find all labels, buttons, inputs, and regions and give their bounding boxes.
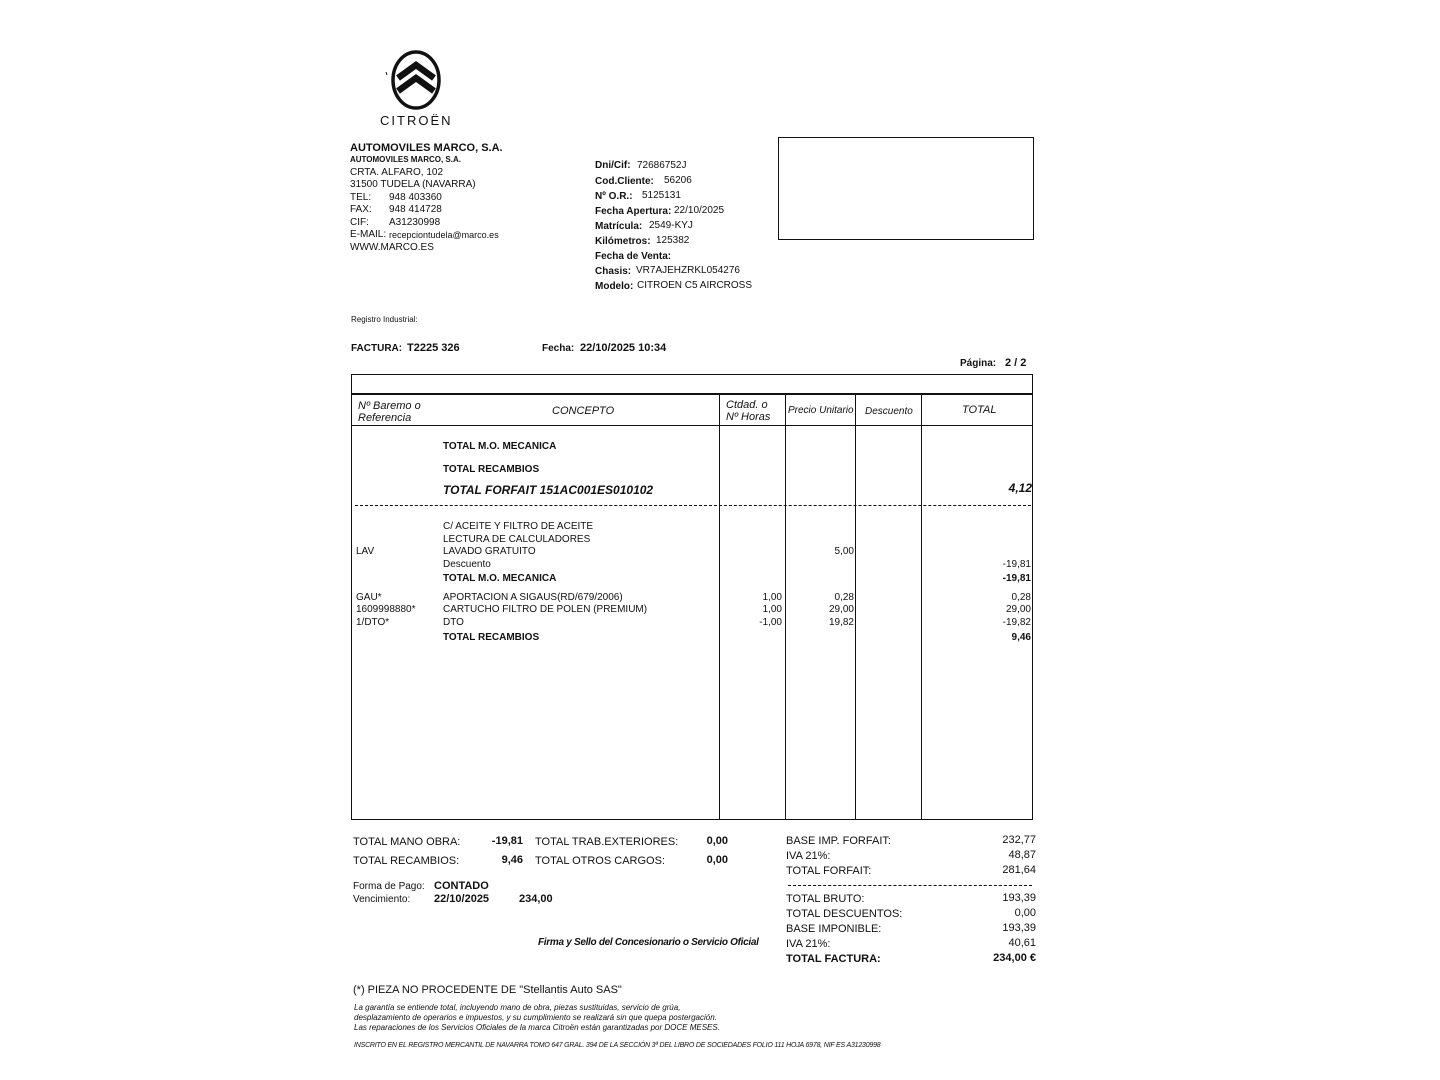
dealer-email-label: E-MAIL:: [350, 229, 387, 240]
fecha-label: Fecha:: [542, 343, 575, 354]
total-descuentos: 0,00: [1014, 907, 1036, 919]
client-plate: 2549-KYJ: [649, 220, 693, 231]
row-unit-price: 5,00: [834, 546, 854, 557]
row-concept: DTO: [443, 617, 464, 628]
client-code: 56206: [664, 175, 692, 186]
forma-pago-label: Forma de Pago:: [353, 881, 425, 892]
customer-address-box: [778, 137, 1034, 240]
dealer-web: WWW.MARCO.ES: [350, 242, 434, 253]
iva-label: IVA 21%:: [786, 938, 831, 950]
client-chassis-label: Chasis:: [595, 266, 632, 277]
col-divider-3: [855, 394, 856, 820]
vencimiento-label: Vencimiento:: [353, 894, 411, 905]
client-model: CITROEN C5 AIRCROSS: [637, 280, 753, 291]
total-forfait: 281,64: [1002, 864, 1036, 876]
header-concept: CONCEPTO: [552, 405, 615, 417]
block1-rec: TOTAL RECAMBIOS: [443, 464, 540, 475]
block1-forfait-total: 4,12: [1008, 481, 1032, 495]
total-bruto-label: TOTAL BRUTO:: [786, 893, 865, 905]
dealer-fax-label: FAX:: [350, 204, 372, 215]
fecha-value: 22/10/2025 10:34: [580, 342, 667, 354]
client-dni: 72686752J: [637, 160, 687, 171]
row-ref: 1609998880*: [356, 604, 416, 615]
citroen-logo: [380, 48, 460, 128]
client-or-label: Nº O.R.:: [595, 191, 633, 202]
citroen-double-chevron-icon: [380, 48, 460, 112]
total-factura: 234,00 €: [993, 952, 1036, 964]
col-divider-2: [785, 394, 786, 820]
vencimiento-date: 22/10/2025: [434, 893, 490, 905]
row-ref: LAV: [356, 546, 375, 557]
block1-forfait: TOTAL FORFAIT 151AC001ES010102: [443, 483, 654, 497]
row-concept: LECTURA DE CALCULADORES: [443, 534, 591, 545]
pagina-label: Página:: [960, 358, 997, 369]
iva: 40,61: [1008, 937, 1036, 949]
total-forfait-label: TOTAL FORFAIT:: [786, 865, 872, 877]
pagina-value: 2 / 2: [1005, 357, 1027, 369]
row-total: -19,82: [1002, 617, 1031, 628]
total-otros-label: TOTAL OTROS CARGOS:: [535, 855, 665, 867]
client-code-label: Cod.Cliente:: [595, 176, 654, 187]
block-separator: [355, 505, 1031, 506]
client-opening: 22/10/2025: [674, 205, 725, 216]
client-or: 5125131: [642, 190, 681, 201]
header-ref: Nº Baremo o Referencia: [358, 400, 421, 424]
iva-forfait-label: IVA 21%:: [786, 850, 831, 862]
garantia-line-1: La garantía se entiende total, incluyendo mano de obra, piezas sustituidas, servicio de grúa,: [354, 1003, 681, 1012]
garantia-line-3: Las reparaciones de los Servicios Oficiales de la marca Citroën están garantizadas por DOCE MESES.: [354, 1023, 720, 1032]
row-concept: TOTAL RECAMBIOS: [443, 632, 540, 643]
dealer-address-1: CRTA. ALFARO, 102: [350, 167, 444, 178]
registro-mercantil: INSCRITO EN EL REGISTRO MERCANTIL DE NAVARRA TOMO 647 GRAL. 394 DE LA SECCIÓN 3ª DEL LIBRO DE SOCIEDADES FOLIO 111 HOJA 6978, NIF ES A31230998: [354, 1042, 881, 1049]
dealer-tel-label: TEL:: [350, 192, 372, 203]
client-km-label: Kilómetros:: [595, 236, 651, 247]
row-total: 0,28: [1011, 592, 1031, 603]
row-total: 9,46: [1011, 632, 1031, 643]
dealer-name-small: AUTOMOVILES MARCO, S.A.: [350, 155, 461, 164]
client-opening-label: Fecha Apertura:: [595, 206, 672, 217]
row-ref: GAU*: [356, 592, 382, 603]
garantia-line-2: desplazamiento de operarios e impuestos, y su cumplimiento se realizará sin que quepa postergación.: [354, 1013, 717, 1022]
base-forfait: 232,77: [1002, 834, 1036, 846]
dealer-email: recepciontudela@marco.es: [389, 230, 499, 240]
base-forfait-label: BASE IMP. FORFAIT:: [786, 835, 891, 847]
client-plate-label: Matrícula:: [595, 221, 643, 232]
totals-separator: [788, 885, 1032, 886]
table-header-line: [351, 425, 1033, 426]
row-unit-price: 29,00: [828, 604, 854, 615]
registro-industrial: Registro Industrial:: [351, 315, 418, 324]
dealer-cif: A31230998: [389, 217, 441, 228]
row-concept: C/ ACEITE Y FILTRO DE ACEITE: [443, 521, 594, 532]
client-km: 125382: [656, 235, 690, 246]
factura-label: FACTURA:: [351, 343, 403, 354]
total-factura-label: TOTAL FACTURA:: [786, 953, 881, 965]
base-imponible-label: BASE IMPONIBLE:: [786, 923, 882, 935]
base-imponible: 193,39: [1002, 922, 1036, 934]
row-qty: 1,00: [762, 604, 782, 615]
total-otros: 0,00: [706, 854, 728, 866]
row-unit-price: 19,82: [828, 617, 854, 628]
dealer-fax: 948 414728: [389, 204, 442, 215]
total-descuentos-label: TOTAL DESCUENTOS:: [786, 908, 903, 920]
total-bruto: 193,39: [1002, 892, 1036, 904]
table-top-band-line: [351, 393, 1033, 395]
row-concept: APORTACION A SIGAUS(RD/679/2006): [443, 592, 623, 603]
row-qty: 1,00: [762, 592, 782, 603]
total-mano-obra: -19,81: [491, 835, 523, 847]
row-total: -19,81: [1002, 559, 1031, 570]
factura-number: T2225 326: [407, 342, 460, 354]
row-total: 29,00: [1005, 604, 1031, 615]
iva-forfait: 48,87: [1008, 849, 1036, 861]
firma-label: Firma y Sello del Concesionario o Servicio Oficial: [538, 937, 759, 948]
total-trab-ext: 0,00: [706, 835, 728, 847]
pieza-note: (*) PIEZA NO PROCEDENTE DE "Stellantis Auto SAS": [353, 984, 622, 996]
dealer-address-2: 31500 TUDELA (NAVARRA): [350, 179, 476, 190]
row-qty: -1,00: [759, 617, 782, 628]
row-concept: TOTAL M.O. MECANICA: [443, 573, 557, 584]
row-total: -19,81: [1002, 573, 1031, 584]
col-divider-1: [719, 394, 720, 820]
row-ref: 1/DTO*: [356, 617, 390, 628]
brand-name: CITROËN: [380, 113, 453, 128]
client-dni-label: Dni/Cif:: [595, 160, 631, 171]
header-unit: Precio Unitario: [788, 405, 854, 416]
header-qty: Ctdad. o Nº Horas: [726, 399, 771, 423]
total-trab-ext-label: TOTAL TRAB.EXTERIORES:: [535, 836, 679, 848]
client-sale-label: Fecha de Venta:: [595, 251, 672, 262]
client-model-label: Modelo:: [595, 281, 634, 292]
row-unit-price: 0,28: [834, 592, 854, 603]
header-total: TOTAL: [962, 404, 997, 416]
block1-mo: TOTAL M.O. MECANICA: [443, 441, 557, 452]
dealer-cif-label: CIF:: [350, 217, 369, 228]
total-recambios: 9,46: [501, 854, 523, 866]
row-concept: Descuento: [443, 559, 491, 570]
dealer-tel: 948 403360: [389, 192, 442, 203]
row-concept: CARTUCHO FILTRO DE POLEN (PREMIUM): [443, 604, 648, 615]
client-chassis: VR7AJEHZRKL054276: [636, 265, 740, 276]
col-divider-4: [921, 394, 922, 820]
dealer-name: AUTOMOVILES MARCO, S.A.: [350, 142, 503, 154]
vencimiento-amount: 234,00: [519, 893, 553, 905]
total-recambios-label: TOTAL RECAMBIOS:: [353, 855, 460, 867]
header-discount: Descuento: [865, 406, 913, 417]
forma-pago: CONTADO: [434, 880, 489, 892]
row-concept: LAVADO GRATUITO: [443, 546, 536, 557]
total-mano-obra-label: TOTAL MANO OBRA:: [353, 836, 461, 848]
